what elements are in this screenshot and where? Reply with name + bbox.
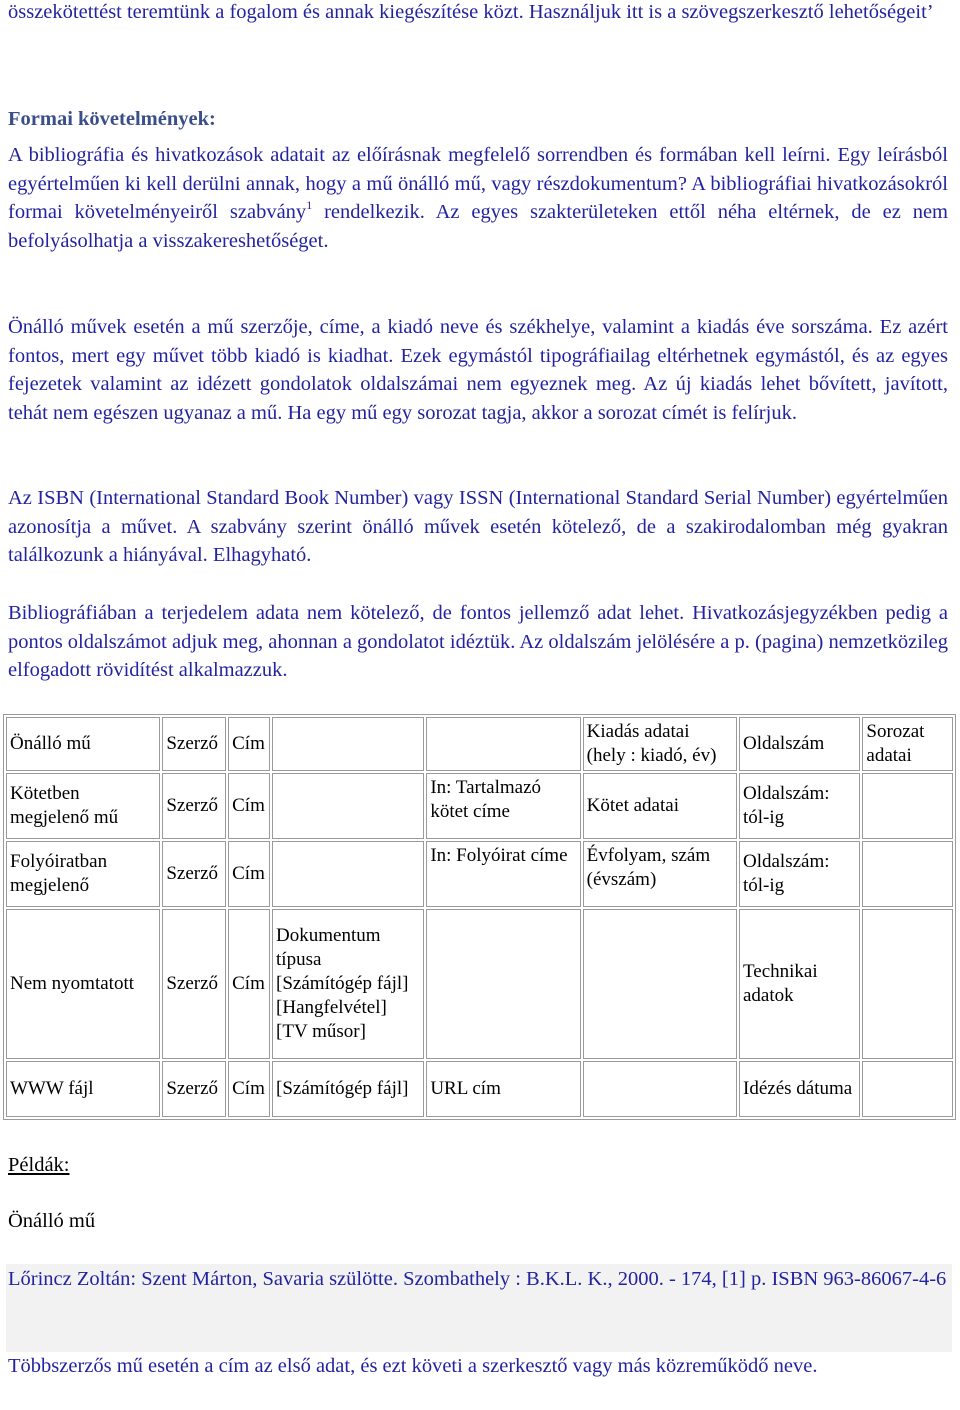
table-cell xyxy=(272,773,424,839)
table-cell: Szerző xyxy=(162,717,226,771)
paragraph-formai xyxy=(8,141,948,255)
paragraph-tobbszerzos: Többszerzős mű esetén a cím az első adat, és ezt követi a szerkesztő vagy más közreműködő neve. xyxy=(8,1355,818,1377)
table-cell xyxy=(583,909,737,1059)
table-cell xyxy=(862,909,953,1059)
table-cell: Szerző xyxy=(162,909,226,1059)
table-cell: Önálló mű xyxy=(6,717,160,771)
table-cell: URL cím xyxy=(426,1061,580,1117)
paragraph-intro: összekötettést teremtünk a fogalom és annak kiegészítése közt. Használjuk itt is a szövegszerkesztő lehetőségeit’ xyxy=(8,1,934,23)
table-cell: Cím xyxy=(228,773,270,839)
table-row xyxy=(6,909,953,1059)
table-cell: [Számítógép fájl] xyxy=(272,1061,424,1117)
examples-heading: Példák: xyxy=(8,1154,70,1176)
table-cell xyxy=(862,773,953,839)
table-body xyxy=(6,717,953,1117)
paragraph-isbn: Az ISBN (International Standard Book Number) vagy ISSN (International Standard Serial Number) egyértelműen azonosítja a művet. A szabvány szerint önálló művek esetén kötelező, de a szakirodalomban még gyakran találkozunk a hiányával. Elhagyható. xyxy=(8,487,948,567)
table-cell: Technikai adatok xyxy=(739,909,860,1059)
citation-elements-table xyxy=(3,714,956,1120)
table-cell: In: Folyóirat címe xyxy=(426,841,580,907)
table-cell: Oldalszám xyxy=(739,717,860,771)
table-cell xyxy=(862,841,953,907)
table-row xyxy=(6,1061,953,1117)
table-cell xyxy=(272,717,424,771)
table-row xyxy=(6,841,953,907)
table-row xyxy=(6,773,953,839)
table-cell: Szerző xyxy=(162,841,226,907)
table-cell xyxy=(426,717,580,771)
table-cell xyxy=(272,841,424,907)
examples-subheading: Önálló mű xyxy=(8,1210,96,1232)
table-cell: Kötet adatai xyxy=(583,773,737,839)
section-heading-formai: Formai követelmények: xyxy=(8,107,216,130)
table-cell: Szerző xyxy=(162,1061,226,1117)
table-cell: Kiadás adatai (hely : kiadó, év) xyxy=(583,717,737,771)
table-cell: Folyóiratban megjelenő xyxy=(6,841,160,907)
paragraph-terjedelem: Bibliográfiában a terjedelem adata nem kötelező, de fontos jellemző adat lehet. Hivatkozásjegyzékben pedig a pontos oldalszámot adjuk meg, ahonnan a gondolatot idéztük. Az oldalszám jelölésére a p. (pagina) nemzetközileg elfogadott rövidítést alkalmazzuk. xyxy=(8,602,948,682)
table-cell: Évfolyam, szám (évszám) xyxy=(583,841,737,907)
table-cell: Cím xyxy=(228,841,270,907)
table-cell: Cím xyxy=(228,909,270,1059)
example-citation: Lőrincz Zoltán: Szent Márton, Savaria szülötte. Szombathely : B.K.L. K., 2000. - 174, [1] p. ISBN 963-86067-4-6 xyxy=(8,1268,947,1290)
paragraph-formai-part2: rendelkezik. Az egyes szakterületeken ettől néha eltérnek, de ez nem befolyásolhatja a visszakereshetőséget. xyxy=(8,201,948,252)
paragraph-onallo-muvek: Önálló művek esetén a mű szerzője, címe, a kiadó neve és székhelye, valamint a kiadás éve sorszáma. Ez azért fontos, mert egy művet több kiadó is kiadhat. Ezek egymástól tipográfiailag eltérhetnek egymástól, és az egyes fejezetek valamint az idézett gondolatok oldalszámai nem egyeznek meg. Az új kiadás lehet bővített, javított, tehát nem egészen ugyanaz a mű. Ha egy mű egy sorozat tagja, akkor a sorozat címét is felírjuk. xyxy=(8,316,948,424)
table-cell: WWW fájl xyxy=(6,1061,160,1117)
table-cell: Cím xyxy=(228,717,270,771)
table-cell xyxy=(583,1061,737,1117)
table-row xyxy=(6,717,953,771)
table-cell: Cím xyxy=(228,1061,270,1117)
table-cell: Sorozat adatai xyxy=(862,717,953,771)
table-cell: Kötetben megjelenő mű xyxy=(6,773,160,839)
table-cell xyxy=(862,1061,953,1117)
table-cell: In: Tartalmazó kötet címe xyxy=(426,773,580,839)
table-cell: Oldalszám: tól-ig xyxy=(739,841,860,907)
table-cell: Dokumentum típusa [Számítógép fájl] [Hangfelvétel] [TV műsor] xyxy=(272,909,424,1059)
table-cell xyxy=(426,909,580,1059)
paragraph-formai-part1: A bibliográfia és hivatkozások adatait az előírásnak megfelelő sorrendben és formában kell leírni. Egy leírásból egyértelműen ki kell derülni annak, hogy a mű önálló mű, vagy részdokumentum? A bibliográfiai hivatkozásokról formai követelményeiről szabvány xyxy=(8,144,948,224)
table-cell: Oldalszám: tól-ig xyxy=(739,773,860,839)
table-cell: Idézés dátuma xyxy=(739,1061,860,1117)
table-cell: Szerző xyxy=(162,773,226,839)
footnote-ref[interactable]: 1 xyxy=(306,198,313,213)
table-cell: Nem nyomtatott xyxy=(6,909,160,1059)
